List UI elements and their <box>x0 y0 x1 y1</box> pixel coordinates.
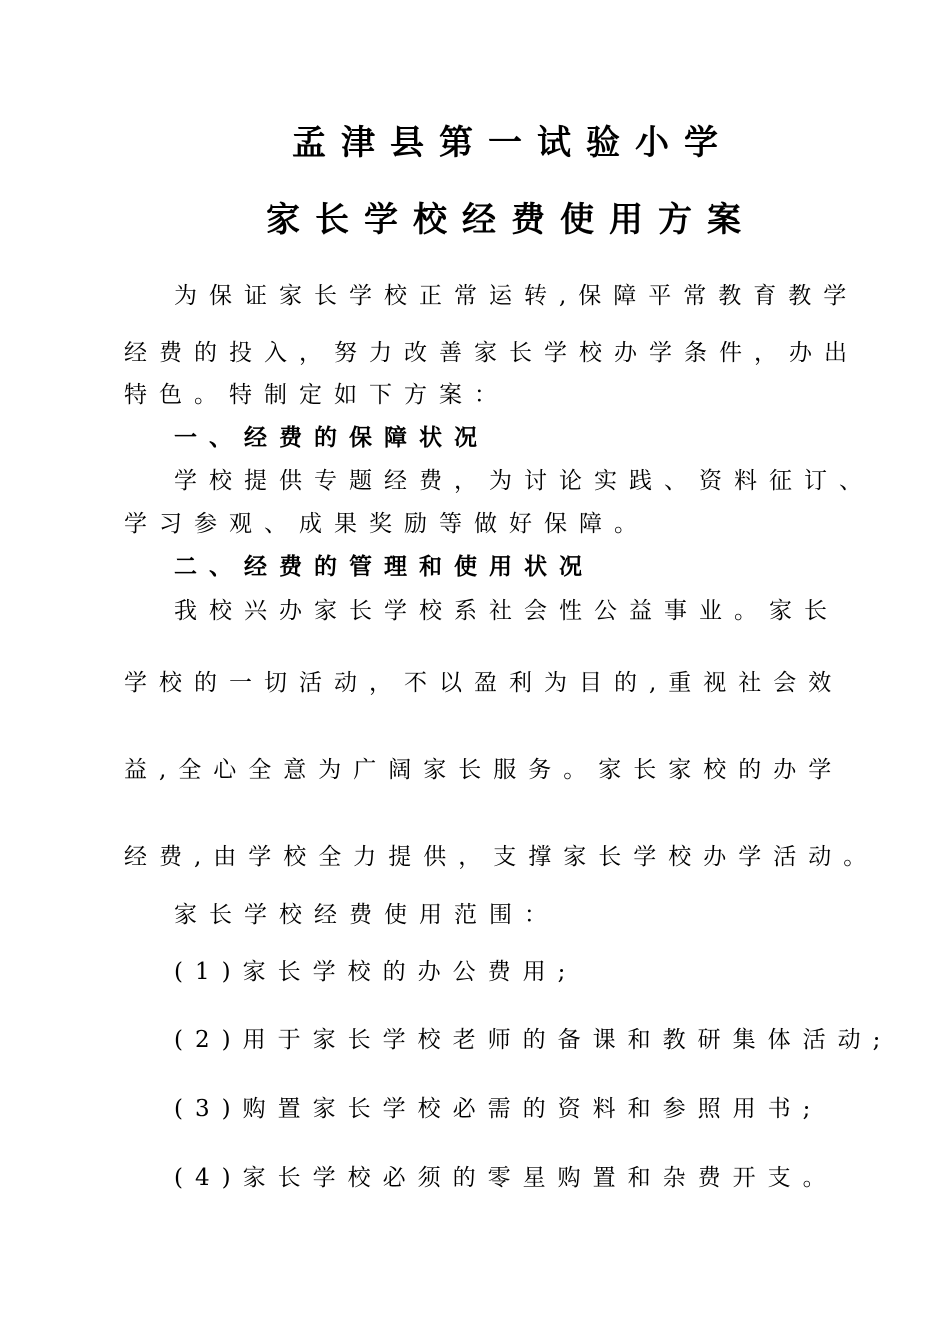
section1-line-2: 学习参观、成果奖励等做好保障。 <box>124 511 649 537</box>
scope-item-4: (4)家长学校必须的零星购置和杂费开支。 <box>174 1165 838 1191</box>
section2-line-1: 我校兴办家长学校系社会性公益事业。家长 <box>174 598 839 624</box>
scope-item-1: (1)家长学校的办公费用; <box>174 959 578 985</box>
section2-line-4: 经费,由学校全力提供，支撑家长学校办学活动。 <box>124 844 879 870</box>
section1-heading: 一、经费的保障状况 <box>174 424 489 451</box>
intro-line-1: 为保证家长学校正常运转,保障平常教育教学 <box>174 283 859 309</box>
scope-item-3: (3)购置家长学校必需的资料和参照用书; <box>174 1096 823 1122</box>
scope-title: 家长学校经费使用范围： <box>174 902 559 928</box>
document-title-line2: 家长学校经费使用方案 <box>266 200 756 240</box>
section1-line-1: 学校提供专题经费，为讨论实践、资料征订、 <box>174 468 874 494</box>
scope-item-2: (2)用于家长学校老师的备课和教研集体活动; <box>174 1027 893 1053</box>
section2-line-2: 学校的一切活动，不以盈利为目的,重视社会效 <box>124 670 844 696</box>
section2-heading: 二、经费的管理和使用状况 <box>174 553 594 580</box>
section2-line-3: 益,全心全意为广阔家长服务。家长家校的办学 <box>124 757 844 783</box>
intro-line-3: 特色。特制定如下方案： <box>124 382 509 408</box>
document-title-line1: 孟津县第一试验小学 <box>292 123 733 163</box>
intro-line-2: 经费的投入，努力改善家长学校办学条件，办出 <box>124 340 859 366</box>
